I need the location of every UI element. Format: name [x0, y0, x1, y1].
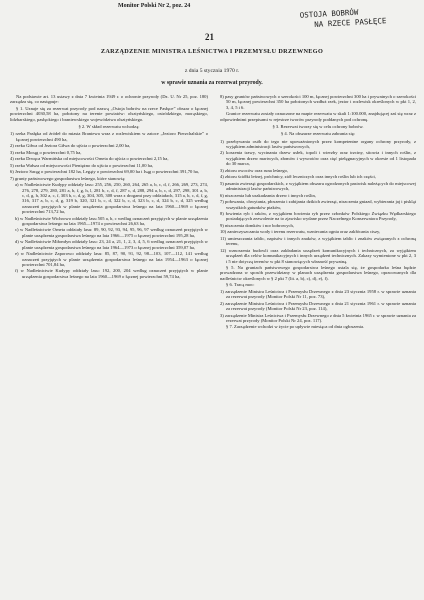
prohibition-2: 2) koszenia trawy, wycinania drzew usłek, topoli i wierzby oraz trzciny, sitowia i innych roślin, z wyjątkiem drzew martwych, złomów i wywrotów oraz cięć pielęgnacyjnych w okresie od 1 listopada do 30 marca, — [220, 150, 416, 167]
journal-header: Monitor Polski Nr 2, poz. 24 — [118, 3, 191, 9]
section-5: § 5. Na gruntach państwowego gospodarstwa leśnego ustala się, że gospodarka leśna będzie prowadzona w sposób przewidziany w planach urządzenia gospodarstwa leśnego, opracowanych dla nadleśnictw określonych w § 2 pkt 7 (lit. a, b), c), d), e), f). — [220, 265, 416, 281]
section-2-heading: § 2. W skład rezerwatu wchodzą: — [78, 123, 140, 129]
prohibition-12: 12) wznoszenia budowli oraz zakładania urządzeń komunikacyjnych i technicznych, za wyjątkiem urządzeń dla celów komunikacyjnych i innych urządzeń technicznych. Zakazy wymienione w pkt 2, 3 i 5 nie dotyczą terenów w pkt 8 stanowiących własność prywatną. — [220, 247, 416, 264]
prohibition-4: 4) zbioru ściółki leśnej, próchnicy, ziół leczniczych oraz innych roślin lub ich części, — [220, 174, 376, 180]
section-1: § 1. Uznaje się za rezerwat przyrody pod nazwą „Ostoja bobrów na rzece Pasłęce” obszar o łącznej powierzchni 4030,58 ha, położony na terenie powiatów: olsztyńskiego, ostródzkiego, morąskiego, lidzbarskiego, pasłęckiego i braniewskiego województwa olsztyńskiego. — [10, 105, 208, 122]
sub-item-d: d) w Nadleśnictwie Miłomłyn oddziały lasu: 23, 24 a, 21, 1, 2, 3, 4, 5, 6 wedlug oznaczeń przyjętych w planie urządzenia gospodarstwa leśnego na lata 1964—1973 o łącznej powierzchni 359,07 ha, — [15, 239, 208, 250]
repealed-3: 3) zarządzenie Ministra Leśnictwa i Przemysłu Drzewnego z dnia 5 kwietnia 1965 r. w sprawie uznania za rezerwat przyrody (Monitor Polski Nr 24, poz. 117). — [220, 312, 416, 323]
document-number: 21 — [205, 32, 214, 42]
boundary-note: Granice rezerwatu zostały oznaczone na mapie rezerwatu w skali 1:100.000, znajdującej zaś się wraz z odpowiednimi przepisami w rejestrze tworów przyrody poddanych pod ochronę. — [220, 111, 416, 122]
prohibition-8: 8) łowienia ryb i raków, z wyjątkiem łowienia ryb przez członków Polskiego Związku Wędkarskiego posiadających zezwolenie na to zjawisko wydane przez Naczelnego Konserwatora Przyrody, — [220, 211, 416, 222]
stamp-line-2: NA RZECE PASŁĘCE — [314, 16, 387, 29]
sub-item-f: f) w Nadleśnictwie Kudypy oddziały lasu: 192, 200, 204 wedlug oznaczeń przyjętych w planie urządzenia gospodarstwa leśnego na lata 1960—1969 o łącznej powierzchni 59,74 ha, — [15, 268, 208, 279]
repealed-2: 2) zarządzenie Ministra Leśnictwa i Przemysłu Drzewnego z dnia 21 stycznia 1961 r. w sprawie uznania za rezerwat przyrody (Monitor Polski Nr 23, poz. 114), — [220, 300, 416, 312]
list-item-5: 5) rzeka Wałsza od miejscowości Pieniężno do ujścia o powierzchni 11,00 ha, — [10, 162, 154, 168]
list-item-8: 8) pasy gruntów państwowych o szerokości 100 m, łącznej powierzchni 300 ha i prywatnych o szerokości 50 m, łącznej powierzchni 350 ha położonych wzdłuż rzek, jezior i rozlewisk określonych w pkt 1, 2, 3, 4, 5 i 6. — [220, 94, 416, 110]
left-column — [10, 94, 208, 280]
prohibition-9: 9) niszczenia domków i nor bobrowych, — [220, 222, 294, 228]
prohibition-11: 11) umieszczania tablic, napisów i innych znaków, z wyjątkiem tablic i znaków związanych z ochroną terenu, — [220, 235, 416, 247]
prohibition-1: 1) przebywania osób do tego nie upoważnionych przez kompetentne organy ochrony przyrody, z wyjątkiem administracji lasów państwowych, — [220, 138, 416, 149]
prohibition-5: 5) pasania zwierząt gospodarskich, z wyjątkiem obszaru ogrodzonych pastwisk należących do miejscowej administracji lasów państwowych, — [220, 180, 416, 192]
list-item-1: 1) rzeka Pasłęka od źródeł do miasta Braniewa wraz z rozlewiskiem w zatoce „Jezioro Pierzchalskie” o łącznej powierzchni 490 ha, — [10, 131, 208, 142]
intro-paragraph: Na podstawie art. 13 ustawy z dnia 7 kwietnia 1949 r. o ochronie przyrody (Dz. U. Nr 25, poz. 180) zarządza się, co następuje: — [10, 94, 208, 105]
list-item-2: 2) rzeka Giłwa od Jeziora Giłwa do ujścia o powierzchni 2,00 ha, — [10, 143, 131, 149]
document-title: ZARZĄDZENIE MINISTRA LEŚNICTWA I PRZEMYSŁU DRZEWNEGO — [100, 48, 324, 55]
list-item-7: 7) grunty państwowego gospodarstwa leśnego, które stanowią: — [10, 175, 126, 181]
prohibition-7: 7) połowania, chwytania, płoszenia i zabijania dzikich zwierząt, niszczenia gniazd, wybierania jaj i piskląt wszystkich gatunków ptaków, — [220, 199, 416, 210]
sub-item-a: a) w Nadleśnictwie Kudypy oddziały lasu: 255, 256, 250, 260, 264, 265 a, b, c, d, f, 266, 269, 273, 274, 276, 278, 279, 280, 281 a, b, f, g, h, l, 281 b, c, d, f, 287 c, d, 288, 294 a, b, c, d, 297, 298, 301 a, b, c, d, g, h, 302 a, c, f, 303 b, c, d, g, 304, 305, 308 wraz z drogami przy oddziałach, 315 a, b, c, d, f, g, 316, 317 a, b, c, d, g, 319 b, 320, 321 b, c, d, 322 b, c, d, 323 b, c, d, 324 b, c, d, 325 wedlug oznaczeń przyjętych w planie urządzenia gospodarstwa leśnego na lata 1960—1969 o łącznej powierzchni 713,72 ha, — [15, 182, 208, 215]
section-3: § 3. Rezerwat tworzy się w celu ochrony bobrów. — [272, 123, 364, 129]
stamp-line-1: OSTOJA BOBRÓW — [299, 7, 359, 20]
sub-item-e: e) w Nadleśnictwie Zaporowo oddziały lasu: 85, 87, 90, 91, 92, 98—103, 107—112, 141 wedlug oznaczeń przyjętych w planie urządzenia gospodarstwa leśnego na lata 1954—1963 o łącznej powierzchni 701,84 ha, — [15, 251, 208, 267]
sub-item-b: b) w Nadleśnictwie Wichrowo oddziały lasu 505 a, b, c wedlug oznaczeń przyjętych w planie urządzenia gospodarstwa leśnego na lata 1965—1974 o powierzchni 26,63 ha, — [15, 215, 208, 226]
archive-stamp — [300, 5, 405, 30]
document-date: z dnia 5 stycznia 1970 r. — [184, 68, 240, 74]
section-4-heading: § 4. Na obszarze rezerwatu zabrania się: — [280, 131, 356, 137]
right-column — [220, 94, 416, 331]
prohibition-10: 10) zanieczyszczania wody i terenu rezerwatu, wzniecania ognia oraz zakłócania ciszy, — [220, 229, 381, 235]
sub-item-c: c) w Nadleśnictwie Orneta oddziały lasu: 89, 90, 92, 93, 94, 95, 96, 97 wedlug oznaczeń przyjętych w planie urządzenia gospodarstwa leśnego na lata 1966—1975 o łącznej powierzchni 195,28 ha, — [15, 227, 208, 238]
prohibition-6: 6) niszczenia lub uszkadzania drzew i innych roślin, — [220, 192, 316, 198]
section-7: § 7. Zarządzenie wchodzi w życie po upływie miesiąca od dnia ogłoszenia. — [226, 324, 365, 330]
list-item-6: 6) Jezioro Sarąg o powierzchni 182 ha, Legąty o powierzchni 69,00 ha i Isąg o powierzchni 391,70 ha, — [10, 169, 199, 175]
prohibition-3: 3) zbioru owoców oraz runa leśnego, — [220, 167, 289, 173]
list-item-4: 4) rzeka Drwęca Warmińska od miejscowości Orneta do ujścia o powierzchni 2,15 ha, — [10, 156, 169, 162]
list-item-3: 3) rzeka Morąg o powierzchni 0,75 ha, — [10, 149, 82, 155]
document-subject: w sprawie uznania za rezerwat przyrody. — [161, 80, 263, 86]
repealed-1: 1) zarządzenie Ministra Leśnictwa i Przemysłu Drzewnego z dnia 23 stycznia 1958 r. w sprawie uznania za rezerwat przyrody (Monitor Polski Nr 11, poz. 73), — [220, 288, 416, 300]
section-6-heading: § 6. Tracą moc: — [226, 282, 255, 288]
